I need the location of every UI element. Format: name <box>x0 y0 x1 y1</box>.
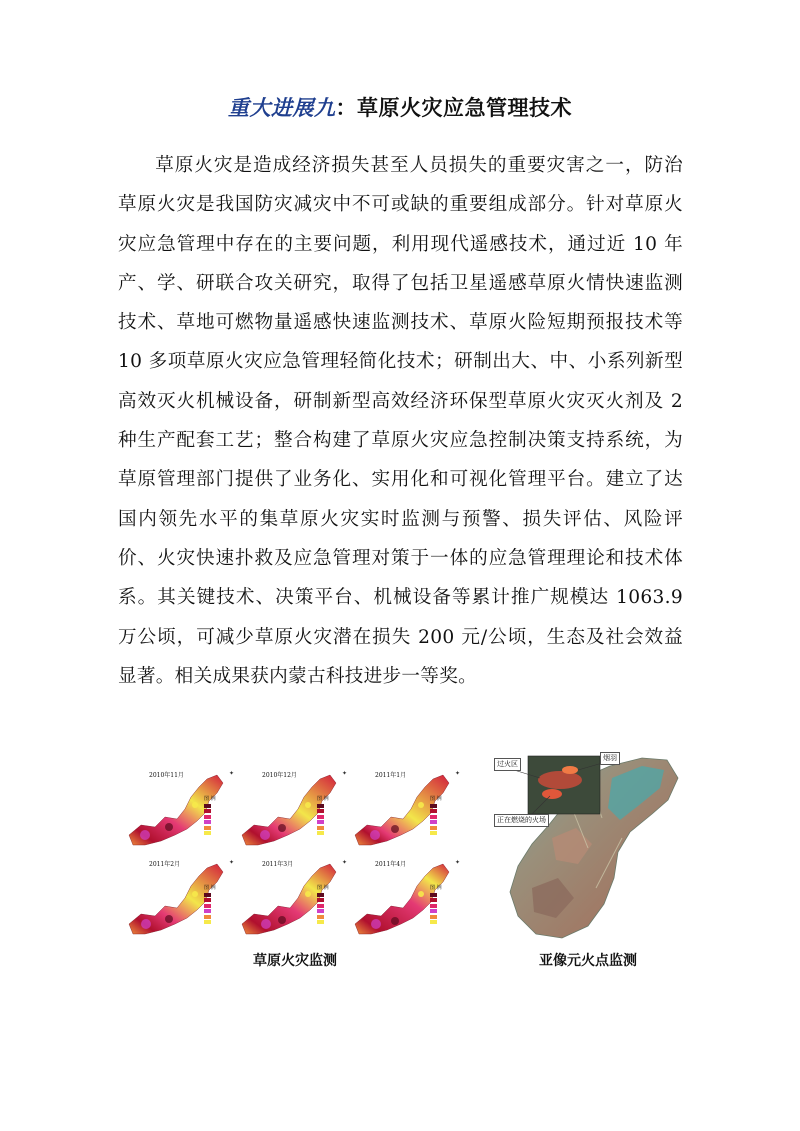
page-title <box>0 92 800 122</box>
legend-title: 图 例 <box>317 796 329 802</box>
legend-title: 图 例 <box>317 885 329 891</box>
legend-swatch <box>430 826 437 830</box>
legend-swatch <box>317 909 324 913</box>
fire-map-panel <box>238 854 351 943</box>
legend-title: 图 例 <box>430 796 442 802</box>
legend-title: 图 例 <box>204 885 216 891</box>
legend-swatch <box>430 904 437 908</box>
legend-swatch <box>317 893 324 897</box>
svg-text:✦: ✦ <box>342 859 348 866</box>
legend-swatch <box>430 820 437 824</box>
svg-text:✦: ✦ <box>455 770 461 777</box>
fire-map-panel <box>125 854 238 943</box>
legend-swatch <box>430 815 437 819</box>
active-fire-callout: 正在燃烧的火场 <box>494 814 549 827</box>
legend-title: 图 例 <box>430 885 442 891</box>
fire-map-panel <box>351 765 464 854</box>
legend-swatch <box>430 898 437 902</box>
fire-map-panel <box>238 765 351 854</box>
fire-map-panel-label: 2010年11月 <box>149 772 184 779</box>
legend-swatch <box>430 831 437 835</box>
legend-swatch <box>317 809 324 813</box>
legend-swatch <box>317 820 324 824</box>
legend-swatch <box>317 804 324 808</box>
legend-swatch <box>430 915 437 919</box>
legend-swatch <box>430 809 437 813</box>
title-highlight: 重大进展九 <box>228 96 336 120</box>
satellite-map-image <box>492 748 682 944</box>
legend-swatch <box>317 904 324 908</box>
subpixel-fire-caption: 亚像元火点监测 <box>539 953 637 969</box>
legend-swatch <box>204 820 211 824</box>
fire-monitoring-figure <box>125 765 465 943</box>
fire-map-legend <box>430 795 460 835</box>
burned-area-callout: 过火区 <box>494 758 521 771</box>
title-separator: ： <box>335 96 357 120</box>
fire-map-panel-label: 2011年2月 <box>149 861 181 868</box>
svg-text:✦: ✦ <box>455 859 461 866</box>
body-paragraph: 草原火灾是造成经济损失甚至人员损失的重要灾害之一，防治草原火灾是我国防灾减灾中不可或缺的重要组成部分。针对草原火灾应急管理中存在的主要问题，利用现代遥感技术，通过近 10 年产、学、研联合攻关研究，取得了包括卫星遥感草原火情快速监测技术、草地可燃物量遥感快速监测技术、草原火险短期预报技术等 10 多项草原火灾应急管理轻简化技术；研制出大、中、小系列新型高效灭火机械设备，研制新型高效经济环保型草原火灾灭火剂及 2 种生产配套工艺；整合构建了草原火灾应急控制决策支持系统，为草原管理部门提供了业务化、实用化和可视化管理平台。建立了达国内领先水平的集草原火灾实时监测与预警、损失评估、风险评价、火灾快速扑救及应急管理对策于一体的应急管理理论和技术体系。其关键技术、决策平台、机械设备等累计推广规模达 1063.9 万公顷，可减少草原火灾潜在损失 200 元/公顷，生态及社会效益显著。相关成果获内蒙古科技进步一等奖。 <box>118 155 683 687</box>
legend-swatch <box>430 804 437 808</box>
fire-map-panel-label: 2011年4月 <box>375 861 407 868</box>
legend-swatch <box>317 920 324 924</box>
legend-swatch <box>430 893 437 897</box>
legend-swatch <box>317 826 324 830</box>
fire-map-panel-label: 2011年1月 <box>375 772 407 779</box>
legend-swatch <box>204 909 211 913</box>
legend-swatch <box>317 815 324 819</box>
fire-map-panel <box>125 765 238 854</box>
svg-text:✦: ✦ <box>229 859 235 866</box>
fire-map-legend <box>317 795 347 835</box>
legend-swatch <box>430 920 437 924</box>
legend-swatch <box>430 909 437 913</box>
legend-swatch <box>204 915 211 919</box>
legend-swatch <box>317 915 324 919</box>
fire-map-panel-label: 2011年3月 <box>262 861 294 868</box>
fire-map-panel <box>351 854 464 943</box>
smoke-plume-callout: 烟羽 <box>600 752 620 765</box>
legend-swatch <box>204 893 211 897</box>
subpixel-fire-figure <box>492 748 682 944</box>
svg-text:✦: ✦ <box>342 770 348 777</box>
legend-swatch <box>317 831 324 835</box>
legend-title: 图 例 <box>204 796 216 802</box>
title-text: 草原火灾应急管理技术 <box>357 96 572 120</box>
fire-map-panel-label: 2010年12月 <box>262 772 297 779</box>
fire-map-legend <box>204 884 234 924</box>
legend-swatch <box>204 904 211 908</box>
legend-swatch <box>204 804 211 808</box>
legend-swatch <box>204 898 211 902</box>
svg-text:✦: ✦ <box>229 770 235 777</box>
fire-map-legend <box>204 795 234 835</box>
legend-swatch <box>204 809 211 813</box>
legend-swatch <box>204 815 211 819</box>
legend-swatch <box>204 826 211 830</box>
fire-map-legend <box>430 884 460 924</box>
fire-monitoring-caption: 草原火灾监测 <box>253 953 337 969</box>
legend-swatch <box>204 831 211 835</box>
legend-swatch <box>204 920 211 924</box>
legend-swatch <box>317 898 324 902</box>
fire-map-legend <box>317 884 347 924</box>
